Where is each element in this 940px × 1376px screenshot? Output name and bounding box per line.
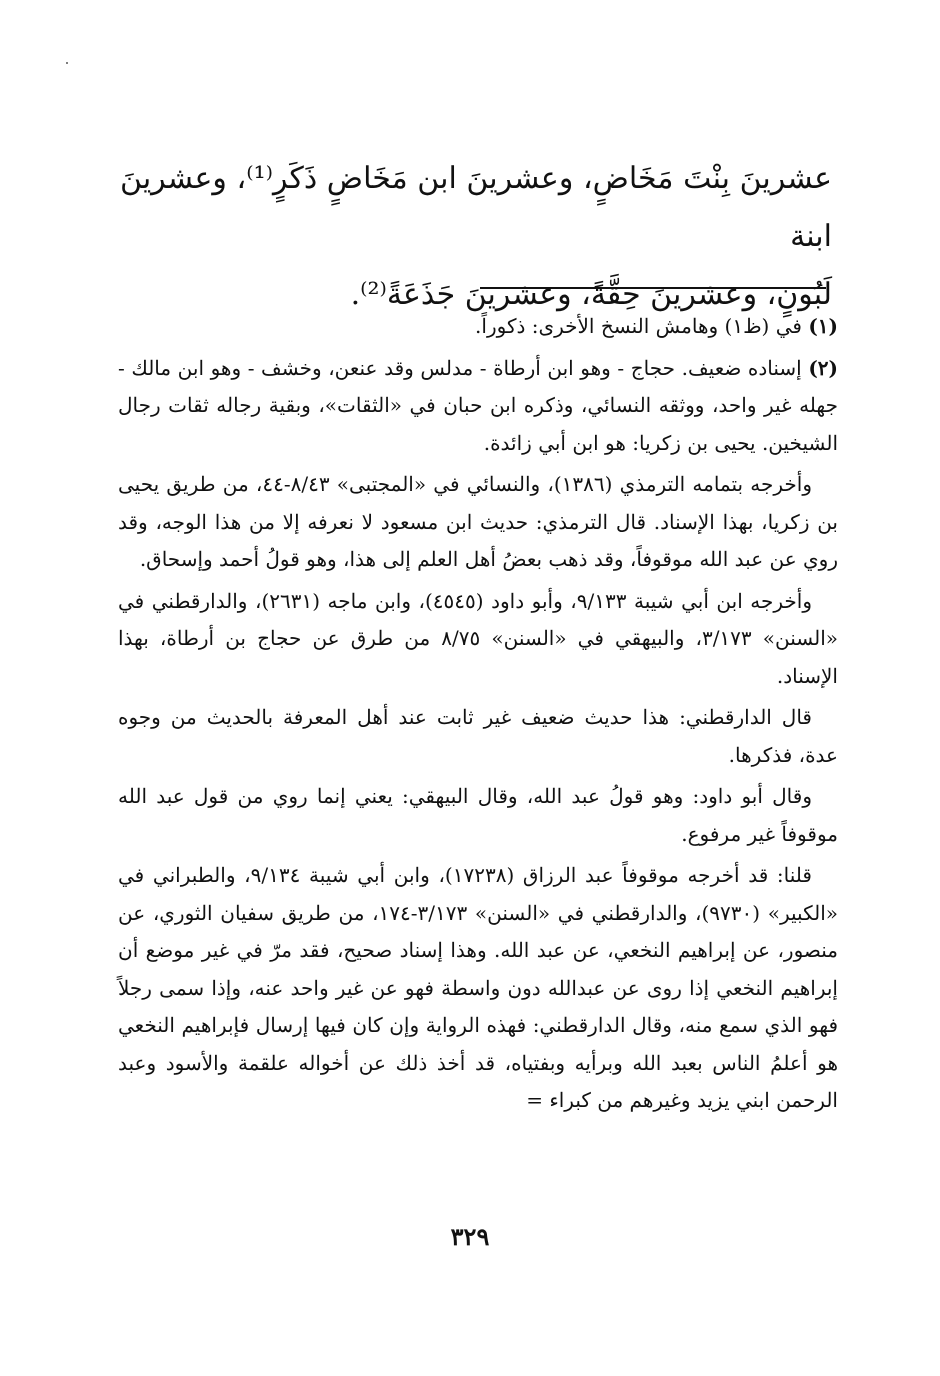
footnotes-block xyxy=(118,308,838,1124)
footnote-paragraph: وقال أبو داود: وهو قولُ عبد الله، وقال البيهقي: يعني إنما روي من قول عبد الله موقوفاً غير مرفوع. xyxy=(118,784,838,846)
footnote-number: (٢) xyxy=(808,355,838,380)
footnote-separator xyxy=(480,287,826,289)
footnote-1 xyxy=(118,308,838,346)
footnote-text: في (ظ١) وهامش النسخ الأخرى: ذكوراً. xyxy=(475,314,802,338)
page-number: ٣٢٩ xyxy=(450,1222,490,1251)
footnote-paragraph: قلنا: قد أخرجه موقوفاً عبد الرزاق (١٧٢٣٨)، وابن أبي شيبة ٩/١٣٤، والطبراني في «الكبير» (٩٧٣٠)، والدارقطني في «السنن» ٣/١٧٣-١٧٤، من طريق سفيان الثوري، عن منصور، عن إبراهيم النخعي، عن عبد الله. وهذا إسناد صحيح، فقد مرّ في غير موضع أن إبراهيم النخعي إذا روى عن عبدالله دون واسطة فهو عن غير واحد عنه، وإذا سمى رجلاً فهو الذي سمع منه، وقال الدارقطني: فهذه الرواية وإن كان فيها إرسال فإبراهيم النخعي هو أعلمُ الناس بعبد الله وبرأيه وبفتياه، قد أخذ ذلك عن أخواله علقمة والأسود وعبد الرحمن ابني يزيد وغيرهم من كبراء = xyxy=(118,863,839,1112)
footnote-paragraph: قال الدارقطني: هذا حديث ضعيف غير ثابت عند أهل المعرفة بالحديث من وجوه عدة، فذكرها. xyxy=(118,705,838,767)
main-text-line: لَبُونٍ، وعشرينَ حِقَّةً، وعشرينَ جَذَعَةً⁽²⁾. xyxy=(350,277,832,312)
main-text-line: عشرينَ بِنْتَ مَخَاضٍ، وعشرينَ ابن مَخَاضٍ ذَكَرٍ⁽¹⁾، وعشرينَ ابنة xyxy=(120,161,832,254)
scan-speck xyxy=(66,62,68,64)
footnote-number: (١) xyxy=(808,314,838,338)
main-text-block xyxy=(120,150,832,324)
footnote-paragraph: وأخرجه بتمامه الترمذي (١٣٨٦)، والنسائي في «المجتبى» ٨/٤٣-٤٤، من طريق يحيى بن زكريا، بهذا الإسناد. قال الترمذي: حديث ابن مسعود لا نعرفه إلا من هذا الوجه، وقد روي عن عبد الله موقوفاً، وقد ذهب بعضُ أهل العلم إلى هذا، وهو قولُ أحمد وإسحاق. xyxy=(118,472,838,571)
footnote-2 xyxy=(118,350,838,463)
footnote-text: إسناده ضعيف. حجاج - وهو ابن أرطاة - مدلس وقد عنعن، وخشف - وهو ابن مالك - جهله غير واحد، ووثقه النسائي، وذكره ابن حبان في «الثقات»، وبقية رجاله ثقات رجال الشيخين. يحيى بن زكريا: هو ابن أبي زائدة. xyxy=(118,355,838,455)
footnote-paragraph: وأخرجه ابن أبي شيبة ٩/١٣٣، وأبو داود (٤٥٤٥)، وابن ماجه (٢٦٣١)، والدارقطني في «السنن» ٣/١٧٣، والبيهقي في «السنن» ٨/٧٥ من طرق عن حجاج بن أرطاة، بهذا الإسناد. xyxy=(118,588,838,688)
